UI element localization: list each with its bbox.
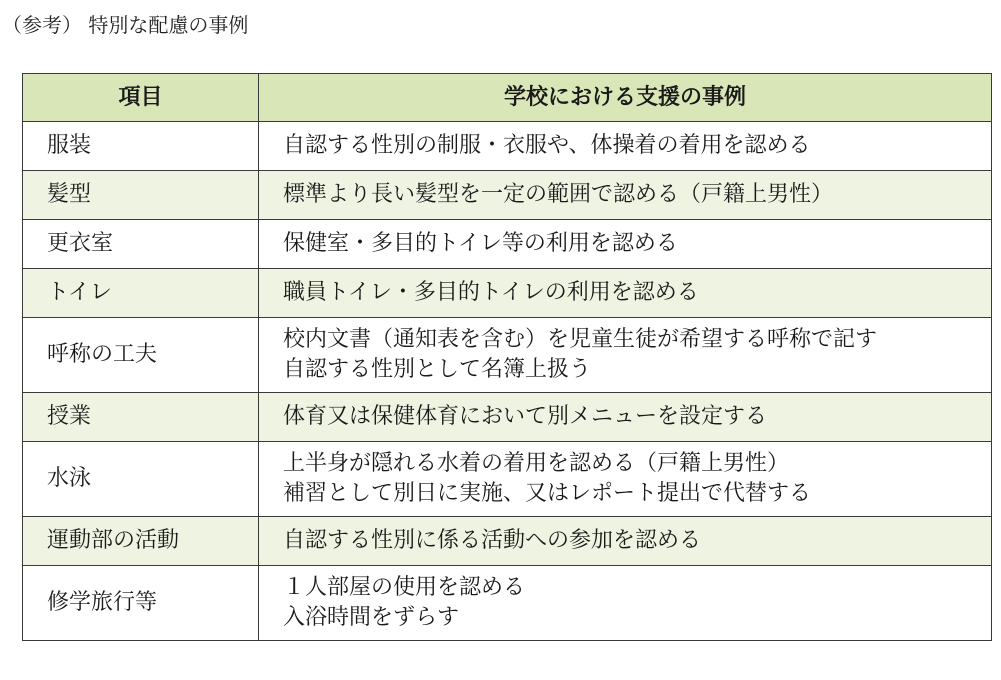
header-item: 項目	[23, 74, 259, 122]
example-line: 補習として別日に実施、又はレポート提出で代替する	[283, 481, 812, 506]
header-examples: 学校における支援の事例	[259, 74, 992, 122]
table-row	[23, 393, 992, 442]
row-example	[259, 171, 992, 220]
row-item: 髪型	[23, 171, 259, 220]
table-row	[23, 220, 992, 269]
example-line: 体育又は保健体育において別メニューを設定する	[283, 404, 768, 429]
row-item: トイレ	[23, 269, 259, 318]
table-row	[23, 269, 992, 318]
row-item: 運動部の活動	[23, 517, 259, 566]
example-line: 校内文書（通知表を含む）を児童生徒が希望する呼称で記す	[283, 327, 878, 352]
row-example	[259, 442, 992, 517]
row-item: 更衣室	[23, 220, 259, 269]
row-example	[259, 566, 992, 641]
example-line: 自認する性別として名簿上扱う	[283, 357, 592, 382]
table-row	[23, 122, 992, 171]
row-example	[259, 220, 992, 269]
table-row	[23, 442, 992, 517]
table-row	[23, 517, 992, 566]
example-line: 自認する性別の制服・衣服や、体操着の着用を認める	[283, 133, 811, 158]
row-item: 水泳	[23, 442, 259, 517]
example-line: 自認する性別に係る活動への参加を認める	[283, 528, 702, 553]
example-line: 職員トイレ・多目的トイレの利用を認める	[283, 280, 699, 305]
row-example	[259, 122, 992, 171]
example-line: 保健室・多目的トイレ等の利用を認める	[283, 231, 678, 256]
row-item: 呼称の工夫	[23, 318, 259, 393]
row-item: 授業	[23, 393, 259, 442]
example-line: １人部屋の使用を認める	[283, 575, 526, 600]
row-item: 修学旅行等	[23, 566, 259, 641]
page-caption: （参考） 特別な配慮の事例	[2, 13, 249, 37]
example-line: 標準より長い髪型を一定の範囲で認める（戸籍上男性）	[283, 182, 834, 207]
example-line: 入浴時間をずらす	[283, 605, 460, 630]
example-line: 上半身が隠れる水着の着用を認める（戸籍上男性）	[283, 451, 790, 476]
row-item: 服装	[23, 122, 259, 171]
support-examples-table	[22, 73, 992, 641]
table-row	[23, 171, 992, 220]
row-example	[259, 318, 992, 393]
table-row	[23, 566, 992, 641]
row-example	[259, 269, 992, 318]
row-example	[259, 517, 992, 566]
row-example	[259, 393, 992, 442]
table-row	[23, 318, 992, 393]
table-header-row	[23, 74, 992, 122]
